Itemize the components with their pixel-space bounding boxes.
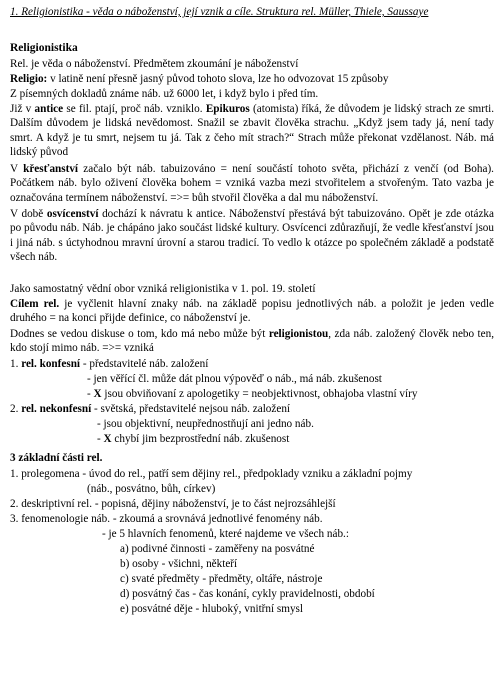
text-fragment: , zda náb. založený člověk nebo ten, kdo stojí mimo náb. =>= vzniká: [10, 328, 495, 355]
paragraph-goal: [10, 297, 494, 326]
section-heading: 1. Religionistika - věda o náboženství, její vznik a cíle. Struktura rel. Müller, Thiele, Saussaye: [10, 6, 429, 18]
term-religio: Religio:: [10, 73, 48, 85]
text-fragment: -: [87, 388, 94, 400]
list-item-deskriptivni: 2. deskriptivní rel. - popisná, dějiny náboženství, je to část nejrozsáhlejší: [10, 498, 336, 510]
paragraph-definition: Rel. je věda o náboženství. Předmětem zkoumání je náboženství: [10, 58, 299, 70]
text-fragment: začalo být náb. tabuizováno = není součástí tohoto světa, přichází z venčí (od Boha). Počátkem náb. bylo oživení člověka bohem = vzniká vazba mezi stvořitelem a stvořeným. Tato vazba je označována termínem náboženství. =>= bůh stvořil člověka a dal mu náboženství.: [10, 163, 494, 204]
paragraph-religio: [10, 72, 388, 86]
list-number: 1.: [10, 358, 22, 370]
text-fragment: Dodnes se vedou diskuse o tom, kdo má nebo může být: [10, 328, 269, 340]
list-subitem: (náb., posvátno, bůh, církev): [87, 483, 216, 495]
term-epikuros: Epikuros: [205, 103, 250, 115]
text-fragment: je vyčlenit hlavní znaky náb. na základě popisu jednotlivých náb. a položit je jeden vedle druhého = na konci přijde definice, co náboženství je.: [10, 298, 494, 325]
text-fragment: - světská, představitelé nejsou náb. založení: [91, 403, 291, 415]
marker-x: X: [103, 433, 112, 445]
phenomenon-item: a) podivné činnosti - zaměřeny na posvátné: [120, 543, 315, 555]
phenomenon-item: b) osoby - všichni, někteří: [120, 558, 238, 570]
text-fragment: jsou obviňovaní z apologetiky = neobjektivnost, obhajoba vlastní víry: [101, 388, 418, 400]
phenomenon-item: e) posvátné děje - hluboký, vnitřní smysl: [120, 603, 304, 615]
term-nekonfesni: rel. nekonfesní: [21, 403, 92, 415]
list-item-fenomenologie: 3. fenomenologie náb. - zkoumá a srovnává jednotlivé fenomény náb.: [10, 513, 323, 525]
list-subitem: - jsou objektivní, neupřednostňují ani jedno náb.: [97, 418, 314, 430]
term-religionista: religionistou: [268, 328, 329, 340]
term-osvicenstvi: osvícenství: [46, 208, 99, 220]
marker-x: X: [93, 388, 102, 400]
paragraph-discussion: [10, 327, 494, 356]
phenomenon-item: d) posvátný čas - čas konání, cykly pravidelnosti, období: [120, 588, 375, 600]
text-fragment: Již v: [10, 103, 35, 115]
text-fragment: dochází k návratu k antice. Náboženství přestává být tabuizováno. Opět je zde otázka po původu náb. Náb. je chápáno jako součást lidské kultury. Osvícenci zdůrazňují, že vedle křesťanství jsou i jiná náb. s úctyhodnou mravní úrovní a starou tradicí. To vedlo k otázce po společném základě a podstatě všech náb.: [10, 208, 494, 263]
paragraph-antiquity: [10, 102, 494, 159]
list-item-prolegomena: 1. prolegomena - úvod do rel., patří sem dějiny rel., předpoklady vzniku a základní pojmy: [10, 468, 413, 480]
list-subitem: [87, 387, 417, 401]
text-fragment: V: [10, 163, 24, 175]
term-krestanstvi: křesťanství: [23, 163, 79, 175]
text-fragment: chybí jim bezprostřední náb. zkušenost: [111, 433, 290, 445]
list-subitem: - jen věřící čl. může dát plnou výpověď o náb., má náb. zkušenost: [87, 373, 382, 385]
text-fragment: se fil. ptají, proč náb. vzniklo.: [63, 103, 206, 115]
list-subitem: [97, 432, 289, 446]
phenomenon-item: c) svaté předměty - předměty, oltáře, nástroje: [120, 573, 323, 585]
list-item-nekonfesni: [10, 402, 290, 416]
list-item-konfesni: [10, 357, 208, 371]
text-fragment: V době: [10, 208, 47, 220]
paragraph-christianity: [10, 162, 494, 205]
text-fragment: - představitelé náb. založení: [80, 358, 209, 370]
list-number: 2.: [10, 403, 22, 415]
text-fragment: (atomista) říká, že důvodem je lidský strach ze smrti. Dalším důvodem je lidská nevědomost. Snažil se zbavit člověka strachu. „Když jsem tady já, není tady smrt. A když je tu smrt, nejsem tu já. Tak z čeho mít strach?“ Strach může překonat vzdělanost. Náb. má lidský původ: [10, 103, 495, 158]
paragraph-discipline-origin: Jako samostatný vědní obor vzniká religionistika v 1. pol. 19. století: [10, 283, 316, 295]
paragraph-written-evidence: Z písemných dokladů známe náb. už 6000 let, i když bylo i před tím.: [10, 88, 319, 100]
paragraph-enlightenment: [10, 207, 494, 264]
list-subitem: - je 5 hlavních fenomenů, které najdeme ve všech náb.:: [102, 528, 349, 540]
term-konfesni: rel. konfesní: [21, 358, 81, 370]
document-title: Religionistika: [10, 42, 78, 54]
term-cil: Cílem rel.: [10, 298, 60, 310]
text-fragment: -: [97, 433, 104, 445]
section-title-parts: 3 základní části rel.: [10, 452, 103, 464]
paragraph-religio-text: v latině není přesně jasný původ tohoto slova, lze ho odvozovat 15 způsoby: [47, 73, 389, 85]
term-antika: antice: [34, 103, 64, 115]
